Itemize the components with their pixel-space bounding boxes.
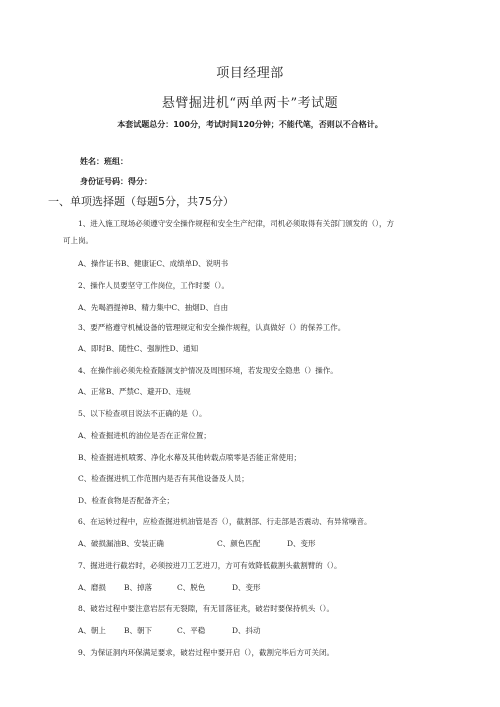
question-8-option-d: D、抖动 xyxy=(232,626,261,635)
question-4-options: A、正常B、严禁C、避开D、违规 xyxy=(78,387,191,396)
question-8-option-c: C、平稳 xyxy=(177,626,206,635)
question-5-option-c: C、检查掘进机工作范围内是否有其他设备及人员； xyxy=(78,474,249,483)
question-2-options: A、先喝酒提神B、精力集中C、抽烟D、自由 xyxy=(78,303,229,312)
question-2: 2、操作人员要坚守工作岗位，工作时要（）。 xyxy=(78,281,230,290)
question-7-option-a: A、磨损 xyxy=(78,583,106,592)
question-5-option-b: B、检查掘进机喷雾、净化水幕及其他转载点喷零是否能正常使用； xyxy=(78,453,302,462)
question-4: 4、在操作前必须先检查隧洞支护情况及周围环境，若发现安全隐患（）操作。 xyxy=(78,366,338,375)
question-8-option-b: B、朝下 xyxy=(124,626,153,635)
question-8: 8、破岩过程中要注意岩层有无裂隙，有无冒落征兆，破岩时要保持机头（）。 xyxy=(78,604,335,613)
question-6-option-a: A、破损漏油B、安装正确 xyxy=(78,539,164,548)
question-7-option-c: C、脱色 xyxy=(177,583,206,592)
id-score-field: 身份证号码：得分： xyxy=(80,177,152,186)
question-3: 3、要严格遵守机械设备的管理规定和安全操作规程，认真做好（）的保养工作。 xyxy=(78,323,346,332)
question-5: 5、以下检查项目说法不正确的是（）。 xyxy=(78,409,207,418)
question-9: 9、为保证洞内环保满足要求，破岩过程中要开启（），截割完毕后方可关闭。 xyxy=(78,648,335,657)
department-title: 项目经理部 xyxy=(216,66,284,81)
question-6-option-d: D、变形 xyxy=(287,539,316,548)
exam-notice: 本套试题总分：100分，考试时间120分钟；不能代笔，否则以不合格计。 xyxy=(117,120,383,129)
question-1-options: A、操作证书B、健康证C、成绩单D、说明书 xyxy=(78,259,229,268)
question-6: 6、在运转过程中，应检查掘进机油管是否（），截割部、行走部是否震动、有异常噪音。 xyxy=(78,517,372,526)
question-1-line-1: 1、进入施工现场必须遵守安全操作规程和安全生产纪律，司机必须取得有关部门颁发的（），方 xyxy=(78,219,395,228)
question-7: 7、掘进进行截岩时，必须按进刀工艺进刀，方可有效降低截割头截割臂的（）。 xyxy=(78,561,342,570)
question-5-option-d: D、检查食物是否配备齐全； xyxy=(78,496,175,505)
question-7-option-d: D、变形 xyxy=(232,583,261,592)
question-8-option-a: A、朝上 xyxy=(78,626,106,635)
question-7-option-b: B、掉落 xyxy=(124,583,153,592)
question-6-option-c: C、颜色匹配 xyxy=(217,539,261,548)
name-group-field: 姓名：班组： xyxy=(80,157,128,166)
question-3-options: A、即时B、随性C、强制性D、通知 xyxy=(78,344,199,353)
question-5-option-a: A、检查掘进机的油位是否在正常位置； xyxy=(78,431,211,440)
question-1-line-2: 可上岗。 xyxy=(63,236,93,245)
exam-title: 悬臂掘进机“两单两卡”考试题 xyxy=(161,96,339,111)
section-title: 一、单项选择题（每题5分，共75分） xyxy=(48,195,234,208)
